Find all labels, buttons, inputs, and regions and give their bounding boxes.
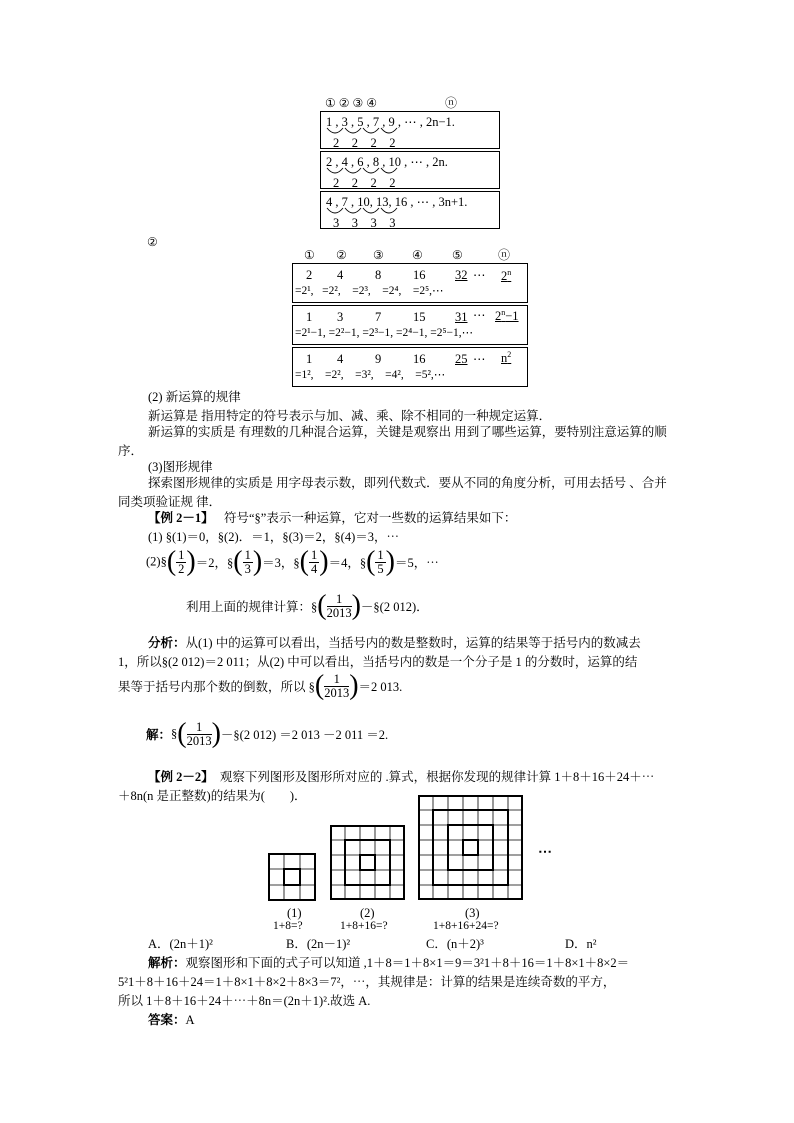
value-n: $2^n-1$ (495, 308, 519, 324)
fraction: $\frac{1}{2013}$ (186, 719, 212, 748)
value-5: 32 (455, 268, 468, 282)
value: 8 (375, 268, 382, 282)
marker-3: ③ (352, 96, 364, 110)
fraction: $\frac{1}{2}$ (178, 547, 185, 576)
figure-3-equation: 1+8+16+24=? (433, 920, 499, 932)
table-header-2: ② (336, 248, 347, 262)
figure-ellipsis: ⋯ (538, 845, 552, 860)
sequence-box-even (320, 151, 500, 189)
fraction: $\frac{1}{2013}$ (326, 591, 352, 620)
example-2-2-line-1: 【例 2－2】 观察下列图形及图形所对应的 .算式，根据你发现的规律计算 1＋8＋16＋24＋⋯ (148, 770, 655, 784)
table-header-5: ⑤ (452, 248, 463, 262)
section-2-title: (2) 新运算的规律 (148, 390, 241, 404)
ellipsis: ⋯ (473, 308, 486, 322)
fraction: $\frac{1}{4}$ (311, 547, 318, 576)
figure-1-equation: 1+8=? (273, 920, 303, 932)
value: 7 (375, 310, 382, 324)
value: 4 (337, 268, 344, 282)
table-header-n: ⓝ (498, 248, 511, 262)
figure-1-grid (268, 853, 316, 901)
table-header-4: ④ (412, 248, 423, 262)
figure-1-label: (1) (287, 906, 302, 920)
value-5: 25 (455, 352, 468, 366)
powers-of-two-row (292, 263, 528, 303)
difference-values: 2 2 2 2 (333, 136, 396, 150)
value-n: $n^2$ (501, 350, 512, 366)
example-2-1-calc: 利用上面的规律计算：§( $\frac{1}{2013}$ )－§(2 012)． (186, 590, 429, 621)
sequence-text: 2 , 4 , 6 , 8 , 10 , ⋯ , 2n. (326, 155, 448, 169)
marker-n: ⓝ (445, 96, 458, 110)
value: 3 (337, 310, 344, 324)
figure-2-label: (2) (360, 906, 375, 920)
fraction: $\frac{1}{3}$ (244, 547, 251, 576)
difference-values: 3 3 3 3 (333, 216, 396, 230)
fraction: $\frac{1}{2013}$ (324, 671, 350, 700)
difference-values: 2 2 2 2 (333, 176, 396, 190)
section-2-para-1: 新运算是 指用特定的符号表示与加、减、乘、除不相同的一种规定运算． (148, 409, 552, 423)
marker-4: ④ (366, 96, 378, 110)
section-3-para-1: 探索图形规律的实质是 用字母表示数，即列代数式．要从不同的角度分析，可用去括号 、合并同类项验证规 律． (118, 476, 667, 509)
example-2-1-stem: 符号“§”表示一种运算，它对一些数的运算结果如下： (224, 511, 517, 525)
sequence-text: 4 , 7 , 10, 13, 16 , ⋯ , 3n+1. (326, 195, 468, 209)
sequence-box-3n (320, 191, 500, 229)
marker-2: ② (338, 96, 350, 110)
ellipsis: ⋯ (473, 268, 486, 282)
value: 16 (413, 268, 426, 282)
answer-line: 答案：A (148, 1013, 195, 1027)
sequence-box-odd (320, 111, 500, 149)
analysis-line-3: 果等于括号内那个数的倒数，所以 §( $\frac{1}{2013}$ )＝2 013. (118, 670, 403, 701)
squares-row (292, 347, 528, 387)
value-n: 2$^n$ (501, 268, 512, 284)
value: 16 (413, 352, 426, 366)
table-header-3: ③ (373, 248, 384, 262)
option-a: A．(2n＋1)² (148, 937, 213, 951)
value: 1 (306, 310, 313, 324)
fraction: $\frac{1}{5}$ (377, 547, 384, 576)
solution-line: 解：§( $\frac{1}{2013}$ )－§(2 012) ＝2 013 －2 011 ＝2. (146, 718, 389, 749)
option-c: C．(n＋2)³ (426, 937, 484, 951)
example-2-1-line-1: (1) §(1)＝0，§(2)．＝1，§(3)＝2，§(4)＝3，⋯ (148, 530, 400, 544)
section-marker-2: ② (147, 235, 158, 249)
value: 15 (413, 310, 426, 324)
example-2-2-line-2: ＋8n(n 是正整数)的结果为( )． (118, 789, 307, 803)
value: 4 (337, 352, 344, 366)
example-2-1-line-2: (2)§( $\frac{1}{2}$ )＝2，§( $\frac{1}{3}$ )＝3，§( $\frac{1}{4}$ )＝4，§( $\frac{1}{5}$ )＝5，⋯ (146, 546, 439, 577)
column-markers (325, 97, 377, 109)
option-b: B．(2n－1)² (286, 937, 351, 951)
expression-row: =2¹−1, =2²−1, =2³−1, =2⁴−1, =2⁵−1,⋯ (295, 327, 474, 339)
figure-3-label: (3) (465, 906, 480, 920)
section-3-title: (3)图形规律 (148, 460, 213, 474)
section-2-para-2: 新运算的实质是 有理数的几种混合运算，关键是观察出 用到了哪些运算，要特别注意运算的顺序． (118, 425, 667, 458)
value-5: 31 (455, 310, 468, 324)
figure-3-grid (418, 795, 524, 901)
analysis-line-2: 1，所以§(2 012)＝2 011；从(2) 中可以看出，当括号内的数是一个分子是 1 的分数时，运算的结 (118, 655, 638, 669)
table-header-1: ① (304, 248, 315, 262)
explanation-line-3: 所以 1＋8＋16＋24＋⋯＋8n＝(2n＋1)².故选 A. (118, 994, 371, 1008)
value: 1 (306, 352, 313, 366)
figure-2-equation: 1+8+16=? (340, 920, 388, 932)
option-d: D．n² (565, 937, 597, 951)
expression-row: =2¹, =2², =2³, =2⁴, =2⁵,⋯ (295, 285, 444, 297)
sequence-text: 1 , 3 , 5 , 7 , 9 , ⋯ , 2n−1. (326, 115, 455, 129)
explanation-line-2: 5²1＋8＋16＋24＝1＋8×1＋8×2＋8×3＝7²，⋯，其规律是：计算的结果是连续奇数的平方， (118, 975, 616, 989)
analysis-line-1: 分析：从(1) 中的运算可以看出，当括号内的数是整数时，运算的结果等于括号内的数减去 (148, 636, 641, 650)
expression-row: =1², =2², =3², =4², =5²,⋯ (295, 369, 446, 381)
powers-minus-one-row (292, 305, 528, 345)
example-2-1-label: 【例 2－1】 (148, 511, 214, 525)
ellipsis: ⋯ (473, 352, 486, 366)
value: 9 (375, 352, 382, 366)
value: 2 (306, 268, 313, 282)
marker-1: ① (325, 96, 336, 110)
explanation-line-1: 解析：观察图形和下面的式子可以知道 ,1＋8＝1＋8×1＝9＝3²1＋8＋16＝1＋8×1＋8×2＝ (148, 956, 630, 970)
figure-2-grid (330, 825, 405, 900)
